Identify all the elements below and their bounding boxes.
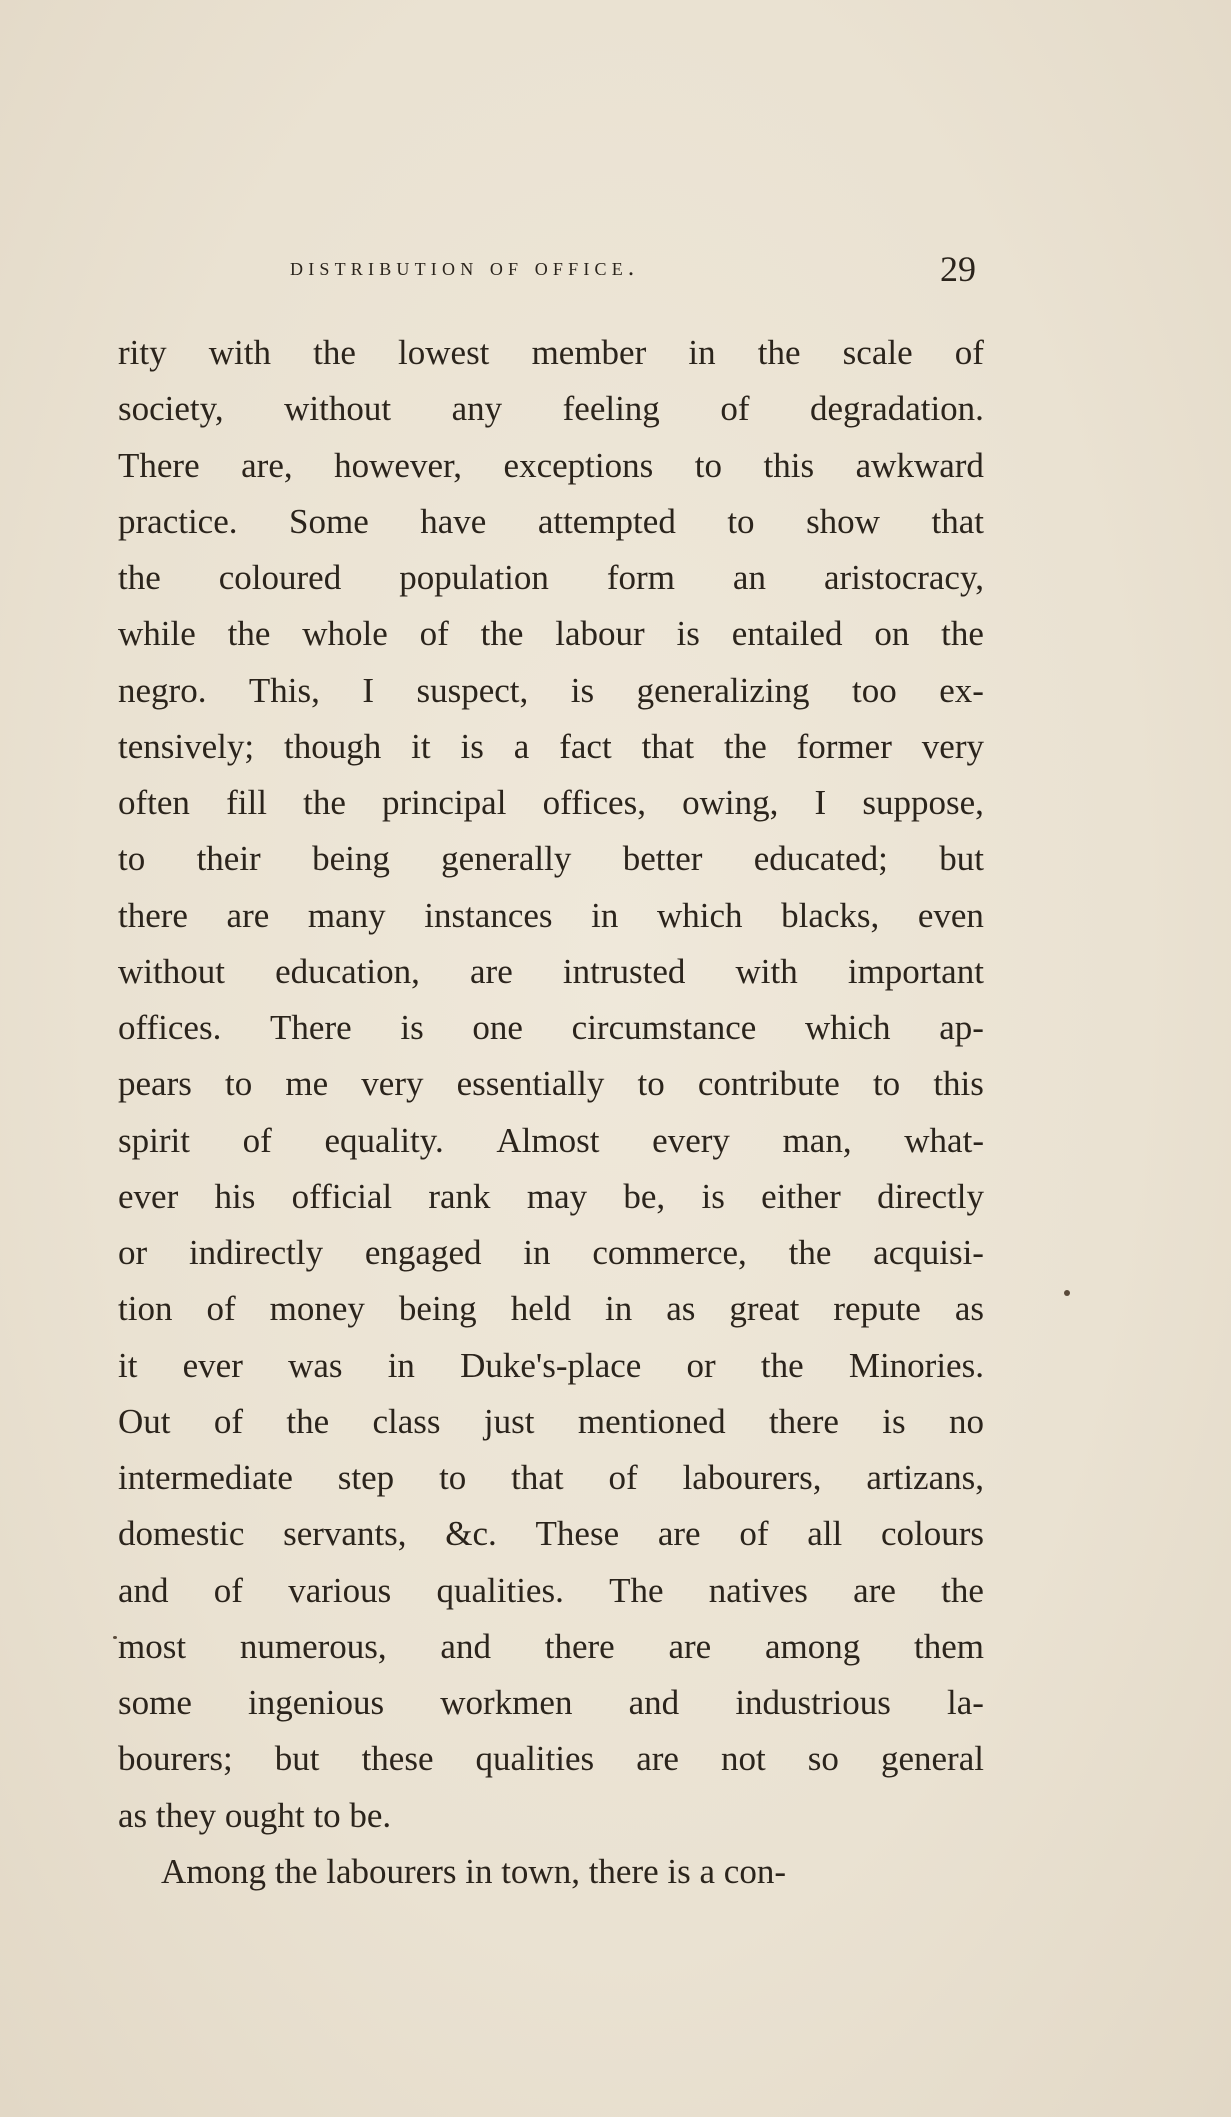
text-line: the coloured population form an aristocracy, xyxy=(118,558,984,597)
page-number: 29 xyxy=(940,249,976,289)
text-line: There are, however, exceptions to this awkward xyxy=(118,445,984,485)
text-line: some ingenious workmen and industrious la- xyxy=(118,1683,984,1722)
text-line: without education, are intrusted with important xyxy=(118,951,984,991)
text-line: and of various qualities. The natives are the xyxy=(118,1570,984,1610)
text-line: bourers; but these qualities are not so general xyxy=(118,1739,984,1779)
ink-speck xyxy=(1064,1290,1070,1296)
text-line: Among the labourers in town, there is a con- xyxy=(161,1851,786,1891)
text-line: it ever was in Duke's-place or the Minories. xyxy=(118,1345,984,1385)
text-line: while the whole of the labour is entailed on the xyxy=(118,614,984,654)
text-line: ever his official rank may be, is either directly xyxy=(118,1176,984,1216)
text-line: often fill the principal offices, owing, I suppose, xyxy=(118,783,984,822)
text-line: rity with the lowest member in the scale of xyxy=(118,333,984,372)
body-text xyxy=(118,325,984,1900)
ink-speck xyxy=(113,1636,117,1639)
text-line: to their being generally better educated; but xyxy=(118,839,984,879)
text-line: negro. This, I suspect, is generalizing too ex- xyxy=(118,670,984,710)
page-header xyxy=(0,248,1231,298)
text-line: practice. Some have attempted to show that xyxy=(118,501,984,541)
text-line: tensively; though it is a fact that the former very xyxy=(118,726,984,766)
text-line: or indirectly engaged in commerce, the acquisi- xyxy=(118,1233,984,1272)
text-line: there are many instances in which blacks, even xyxy=(118,895,984,935)
text-line: pears to me very essentially to contribute to this xyxy=(118,1064,984,1104)
text-line: society, without any feeling of degradation. xyxy=(118,389,984,429)
running-title: distribution of office. xyxy=(290,254,640,281)
text-line: domestic servants, &c. These are of all colours xyxy=(118,1514,984,1554)
text-line: tion of money being held in as great repute as xyxy=(118,1289,984,1329)
text-line: as they ought to be. xyxy=(118,1795,392,1835)
text-line: offices. There is one circumstance which ap- xyxy=(118,1008,984,1047)
text-line: intermediate step to that of labourers, artizans, xyxy=(118,1458,984,1497)
text-line: most numerous, and there are among them xyxy=(118,1626,984,1666)
text-line: Out of the class just mentioned there is no xyxy=(118,1401,984,1441)
text-line: spirit of equality. Almost every man, what- xyxy=(118,1120,984,1160)
